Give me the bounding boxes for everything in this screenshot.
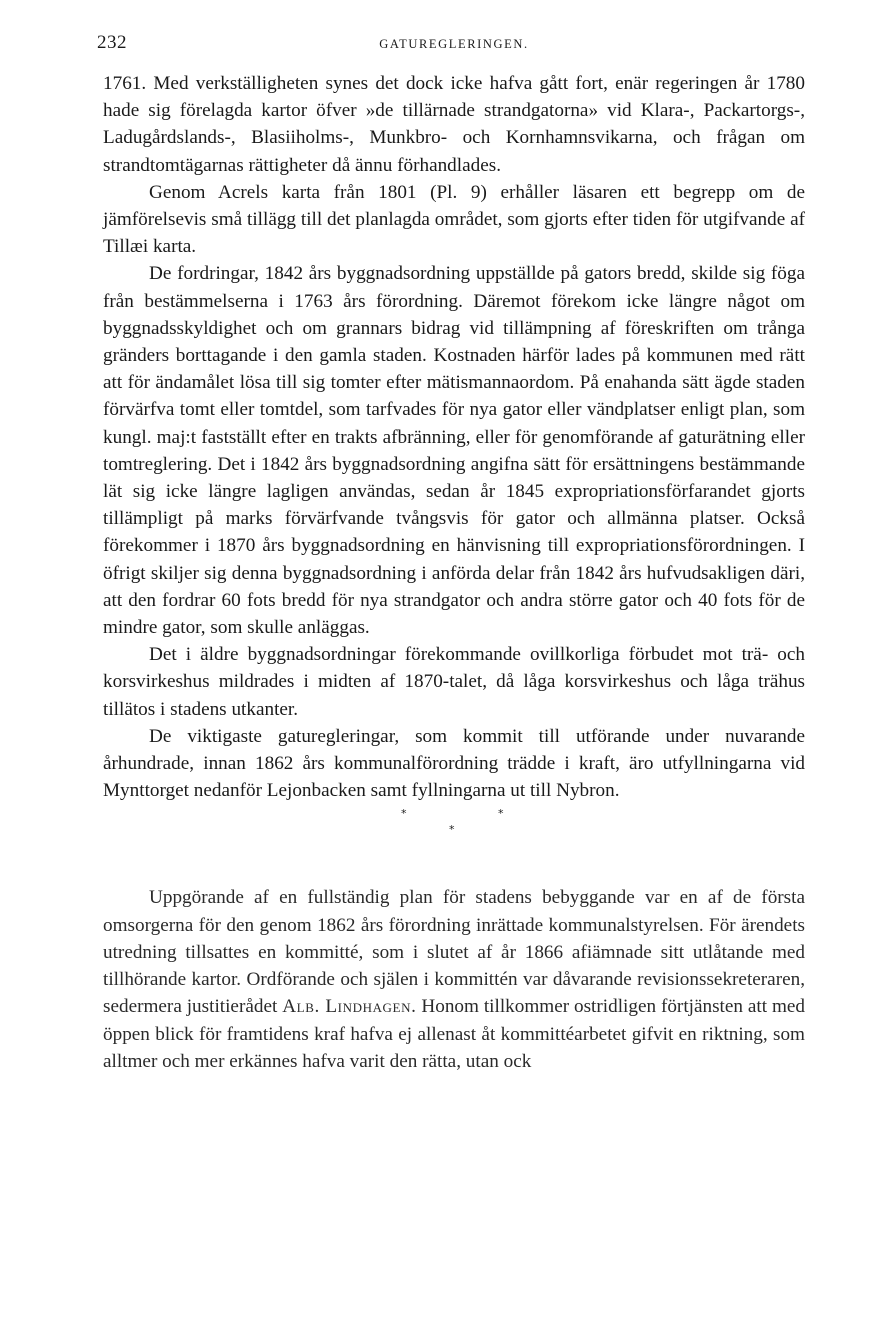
paragraph-tail-text: Honom tillkommer ostridligen förtjänsten att med öppen blick för framtidens kraf hafva ej allenast åt kommittéarbetet gifvit en riktning, som alltmer och mer erkännes hafva varit den rätta, utan ock [103,996,805,1072]
running-title: GATUREGLERINGEN. [379,37,529,51]
paragraph: De viktigaste gaturegleringar, som kommit till utförande under nuvarande århundrade, innan 1862 års kommunalförordning trädde i kraft, äro utfyllningarna vid Mynttorget nedanför Lejonbacken samt fyllningarna ut till Nybron. [103,725,805,802]
asterism-separator [103,804,805,884]
page-number: 232 [97,32,127,53]
person-name: Alb. Lindhagen. [282,996,417,1018]
paragraph-lead-text: Uppgörande af en fullständig plan för stadens bebyggande var en af de första omsorgerna för den genom 1862 års förordning inrättade kommunalstyrelsen. För ärendets utredning tillsattes en kommitté, som i slutet af år 1866 afiämnade sitt utlåtande med tillhörande kartor. Ordförande och själen i kommittén var dåvarande revisionssekreteraren, sedermera justitierådet [103,887,805,1018]
page-header [97,28,805,58]
body-text-section-one [103,70,805,804]
asterisk-glyph: * [449,823,455,837]
paragraph: Genom Acrels karta från 1801 (Pl. 9) erhåller läsaren ett begrepp om de jämförelsevis små tillägg till det planlagda området, som gjorts efter tiden för utgifvande af Tillæi karta. [103,181,805,258]
body-text-section-two [103,884,805,1074]
asterisk-glyph: * [498,807,504,821]
paragraph: De fordringar, 1842 års byggnadsordning uppställde på gators bredd, skilde sig föga från bestämmelserna i 1763 års förordning. Däremot förekom icke längre något om byggnadsskyldighet och om grannars bidrag vid tillämpning af föreskriften om trånga gränders borttagande i den gamla staden. Kostnaden härför lades på kommunen med rätt att för ändamålet lösa till sig tomter efter mätismannaordom. På enahanda sätt ägde staden förvärfva tomt eller tomtdel, som tarfvades för nya gator eller vändplatser enligt plan, som kungl. maj:t fastställt efter en trakts afbränning, eller för genomförande af gaturätning eller tomtreglering. Det i 1842 års byggnadsordning angifna sätt för ersättningens bestämmande lät sig icke längre lagligen användas, sedan år 1845 expropriationsförfarandet gjorts tillämpligt på marks förvärfvande tvångsvis för gator och allmänna platser. Också förekommer i 1870 års byggnadsordning en hänvisning till expropriationsförordningen. I öfrigt skiljer sig denna byggnadsordning i anförda delar från 1842 års hufvudsakligen däri, att den fordrar 60 fots bredd för nya strandgator och andra större gator och 40 fots för de mindre gator, som skulle anläggas. [103,263,805,639]
paragraph: 1761. Med verkställigheten synes det dock icke hafva gått fort, enär regeringen år 1780 hade sig förelagda kartor öfver »de tillärnade strandgatorna» vid Klara-, Packartorgs-, Ladugårdslands-, Blasiiholms-, Munkbro- och Kornhamnsvikarna, och frågan om strandtomtägarnas rättigheter då ännu förhandlades. [103,73,805,176]
paragraph [103,884,805,1074]
asterisk-glyph: * [401,807,407,821]
book-page [97,28,805,1075]
paragraph: Det i äldre byggnadsordningar förekommande ovillkorliga förbudet mot trä- och korsvirkeshus mildrades i midten af 1870-talet, då låga korsvirkeshus och låga trähus tillätos i stadens utkanter. [103,644,805,720]
